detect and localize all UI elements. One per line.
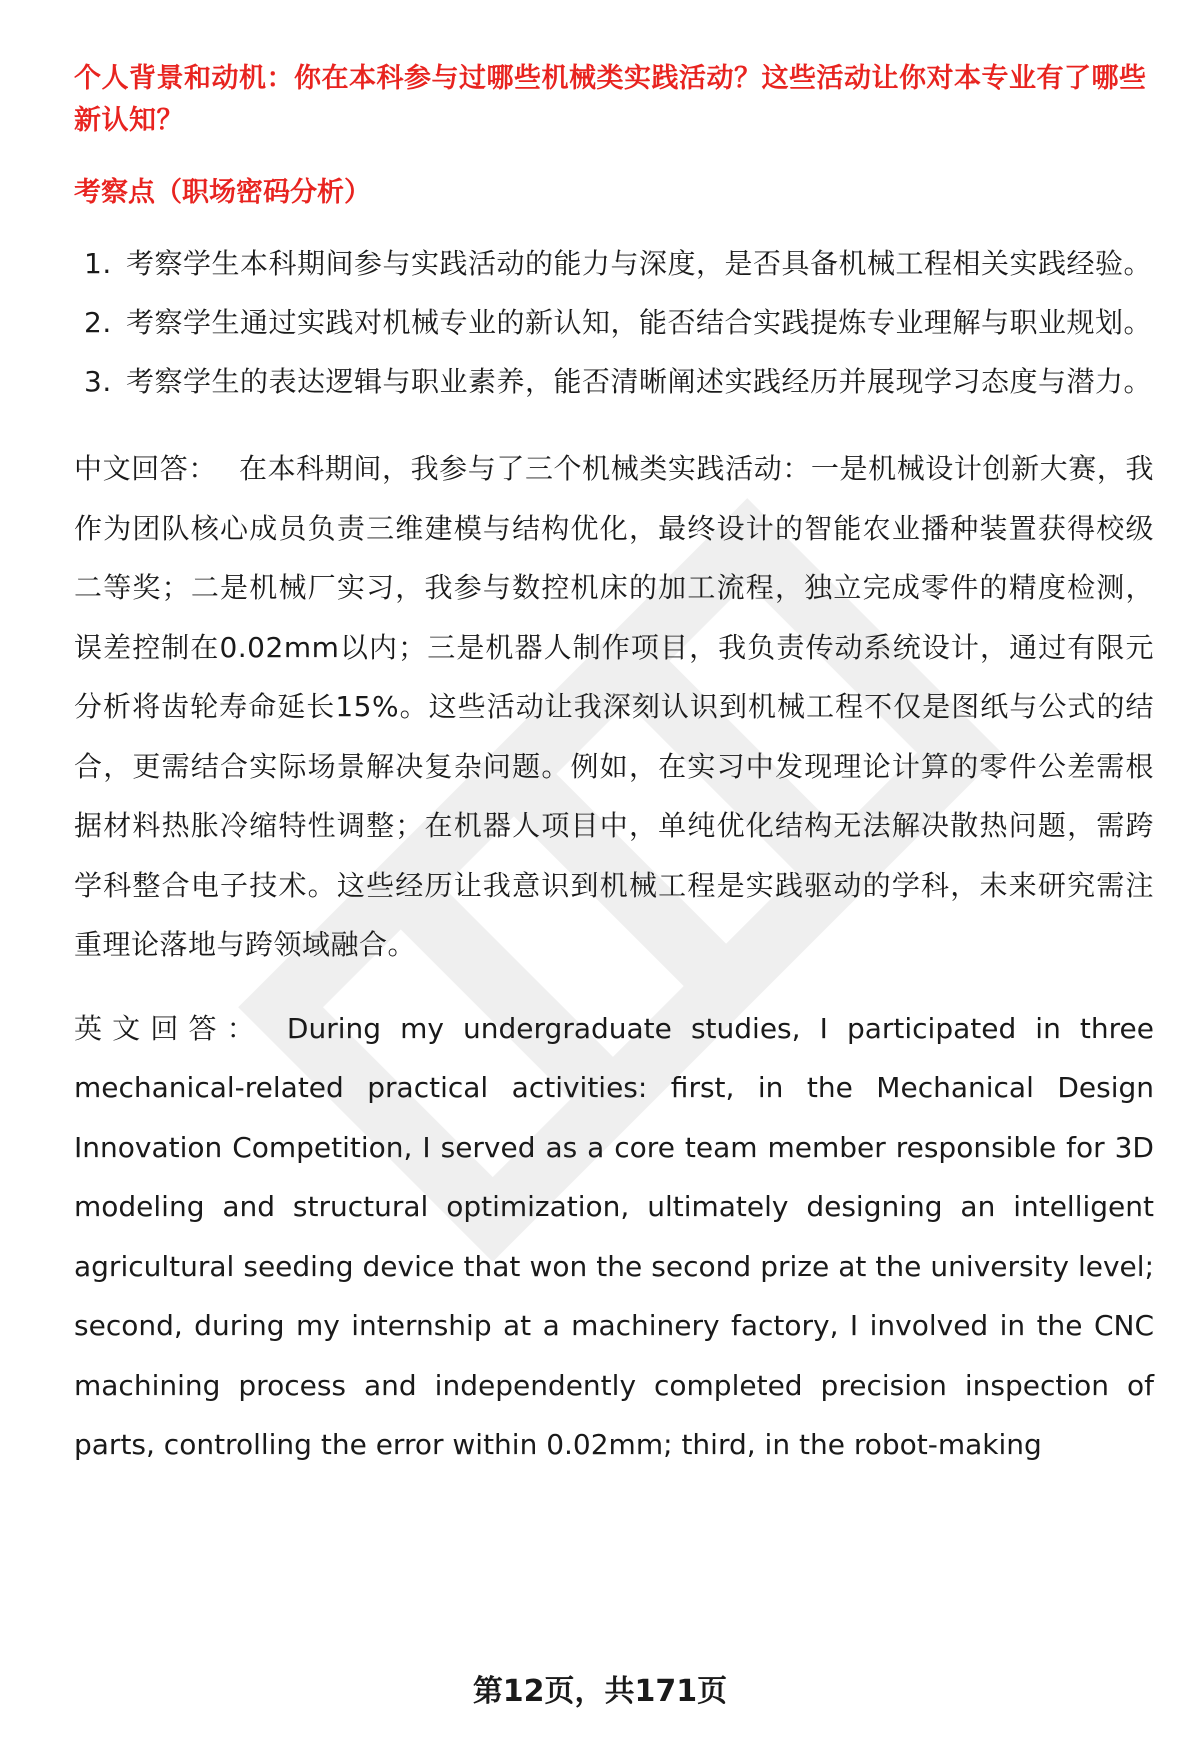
page-number: 第12页，共171页: [472, 1674, 728, 1709]
chinese-answer: [74, 439, 1154, 975]
list-item: [74, 352, 1154, 411]
list-item-number: 1.: [84, 247, 112, 280]
english-answer: [74, 999, 1154, 1475]
english-answer-text: During my undergraduate studies, I participated in three mechanical-related practical activities: first, in the Mechanical Design Innovation Competition, I served as a core team member responsible for 3D modeling and structural optimization, ultimately designing an intelligent agricultural seeding device that won the second prize at the university level; second, during my internship at a machinery factory, I involved in the CNC machining process and independently completed precision inspection of parts, controlling the error within 0.02mm; third, in the robot-making: [74, 1011, 1154, 1461]
list-item: [74, 293, 1154, 352]
chinese-answer-label: 中文回答：: [74, 452, 217, 485]
list-item-number: 3.: [84, 365, 112, 398]
points-list: [74, 234, 1154, 411]
section-title: 考察点（职场密码分析）: [74, 177, 371, 208]
question-heading: 个人背景和动机：你在本科参与过哪些机械类实践活动？这些活动让你对本专业有了哪些新认知？: [74, 63, 1147, 136]
list-item-text: 考察学生本科期间参与实践活动的能力与深度，是否具备机械工程相关实践经验。: [126, 247, 1153, 280]
list-item: [74, 234, 1154, 293]
content-area: [74, 58, 1154, 1475]
list-item-text: 考察学生的表达逻辑与职业素养，能否清晰阐述实践经历并展现学习态度与潜力。: [126, 365, 1153, 398]
list-item-text: 考察学生通过实践对机械专业的新认知，能否结合实践提炼专业理解与职业规划。: [126, 306, 1153, 339]
english-answer-label: 英文回答：: [74, 1011, 265, 1045]
chinese-answer-text: 在本科期间，我参与了三个机械类实践活动：一是机械设计创新大赛，我作为团队核心成员负责三维建模与结构优化，最终设计的智能农业播种装置获得校级二等奖；二是机械厂实习，我参与数控机床的加工流程，独立完成零件的精度检测，误差控制在0.02mm以内；三是机器人制作项目，我负责传动系统设计，通过有限元分析将齿轮寿命延长15%。这些活动让我深刻认识到机械工程不仅是图纸与公式的结合，更需结合实际场景解决复杂问题。例如，在实习中发现理论计算的零件公差需根据材料热胀冷缩特性调整；在机器人项目中，单纯优化结构无法解决散热问题，需跨学科整合电子技术。这些经历让我意识到机械工程是实践驱动的学科，未来研究需注重理论落地与跨领域融合。: [74, 452, 1154, 961]
list-item-number: 2.: [84, 306, 112, 339]
